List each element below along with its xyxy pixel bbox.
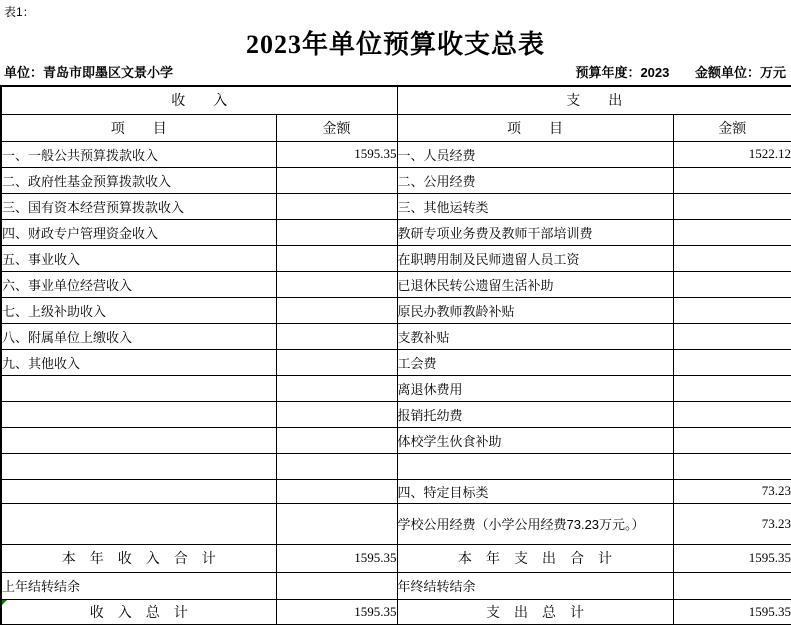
income-item-cell: 七、上级补助收入 <box>1 297 276 323</box>
expense-item-cell <box>397 453 673 479</box>
table-row <box>1 297 791 323</box>
expense-item-cell: 报销托幼费 <box>397 401 673 427</box>
income-item-cell <box>1 503 276 544</box>
prior-year-carryover-label: 上年结转结余 <box>1 572 276 599</box>
income-amount-cell <box>276 271 397 297</box>
table-row <box>1 375 791 401</box>
income-item-cell: 八、附属单位上缴收入 <box>1 323 276 349</box>
income-item-cell: 二、政府性基金预算拨款收入 <box>1 167 276 193</box>
expense-item-cell: 教研专项业务费及教师干部培训费 <box>397 219 673 245</box>
table-row <box>1 193 791 219</box>
income-amount-cell <box>276 297 397 323</box>
income-amount-cell <box>276 375 397 401</box>
income-amount-cell <box>276 427 397 453</box>
annual-total-row <box>1 544 791 572</box>
income-amount-cell <box>276 453 397 479</box>
income-amount-cell <box>276 349 397 375</box>
table-row <box>1 479 791 503</box>
amount-unit: 金额单位：万元 <box>694 65 786 80</box>
expense-item-cell: 二、公用经费 <box>397 167 673 193</box>
carryover-row <box>1 572 791 599</box>
expense-item-header: 项 目 <box>397 114 673 141</box>
expense-amount-header: 金额 <box>673 114 791 141</box>
income-item-cell: 一、一般公共预算拨款收入 <box>1 141 276 167</box>
income-item-cell: 三、国有资本经营预算拨款收入 <box>1 193 276 219</box>
expense-item-cell: 支教补贴 <box>397 323 673 349</box>
expense-amount-cell: 1522.12 <box>673 141 791 167</box>
expense-grand-total-amount: 1595.35 <box>673 599 791 625</box>
column-header-row <box>1 114 791 141</box>
income-annual-total-amount: 1595.35 <box>276 544 397 572</box>
expense-amount-cell <box>673 349 791 375</box>
income-item-cell: 四、财政专户管理资金收入 <box>1 219 276 245</box>
expense-amount-cell <box>673 453 791 479</box>
expense-amount-cell: 73.23 <box>673 503 791 544</box>
info-right <box>575 62 786 81</box>
income-item-cell <box>1 427 276 453</box>
expense-amount-cell <box>673 219 791 245</box>
expense-item-cell: 学校公用经费（小学公用经费73.23万元。） <box>397 503 673 544</box>
table-row <box>1 271 791 297</box>
expense-amount-cell: 73.23 <box>673 479 791 503</box>
income-item-cell: 五、事业收入 <box>1 245 276 271</box>
income-item-cell <box>1 453 276 479</box>
table-row <box>1 427 791 453</box>
expense-item-cell: 已退休民转公遗留生活补助 <box>397 271 673 297</box>
income-amount-cell <box>276 193 397 219</box>
income-grand-total-text: 收 入 总 计 <box>89 603 188 620</box>
unit-name: 单位：青岛市即墨区文景小学 <box>4 65 174 80</box>
table-row <box>1 453 791 479</box>
info-row <box>0 62 791 81</box>
table-row <box>1 401 791 427</box>
sheet-label: 表1： <box>4 5 35 19</box>
income-item-cell <box>1 375 276 401</box>
income-grand-total-label <box>1 599 276 625</box>
income-item-cell <box>1 401 276 427</box>
expense-amount-cell <box>673 297 791 323</box>
income-item-cell <box>1 479 276 503</box>
year-end-carryover-label: 年终结转结余 <box>397 572 673 599</box>
expense-annual-total-label: 本 年 支 出 合 计 <box>397 544 673 572</box>
expense-amount-cell <box>673 245 791 271</box>
expense-grand-total-label: 支 出 总 计 <box>397 599 673 625</box>
income-item-cell: 六、事业单位经营收入 <box>1 271 276 297</box>
table-row <box>1 219 791 245</box>
expense-annual-total-amount: 1595.35 <box>673 544 791 572</box>
expense-item-cell: 离退休费用 <box>397 375 673 401</box>
expense-item-cell: 三、其他运转类 <box>397 193 673 219</box>
table-row <box>1 503 791 544</box>
table-row <box>1 349 791 375</box>
income-amount-header: 金额 <box>276 114 397 141</box>
section-header-row <box>1 86 791 114</box>
expense-section-header: 支 出 <box>397 86 791 114</box>
income-amount-cell <box>276 245 397 271</box>
green-triangle-icon <box>2 600 7 605</box>
table-row <box>1 245 791 271</box>
table-row <box>1 167 791 193</box>
income-amount-cell <box>276 323 397 349</box>
grand-total-row <box>1 599 791 625</box>
expense-amount-cell <box>673 193 791 219</box>
expense-amount-cell <box>673 271 791 297</box>
expense-amount-cell <box>673 375 791 401</box>
expense-item-cell: 体校学生伙食补助 <box>397 427 673 453</box>
income-item-cell: 九、其他收入 <box>1 349 276 375</box>
expense-item-cell: 在职聘用制及民师遗留人员工资 <box>397 245 673 271</box>
table-row <box>1 323 791 349</box>
table-row <box>1 141 791 167</box>
income-item-header: 项 目 <box>1 114 276 141</box>
budget-year: 预算年度：2023 <box>575 65 670 80</box>
income-amount-cell <box>276 219 397 245</box>
income-section-header: 收 入 <box>1 86 397 114</box>
expense-amount-cell <box>673 167 791 193</box>
expense-item-cell: 一、人员经费 <box>397 141 673 167</box>
income-amount-cell <box>276 401 397 427</box>
expense-item-cell: 四、特定目标类 <box>397 479 673 503</box>
income-annual-total-label: 本 年 收 入 合 计 <box>1 544 276 572</box>
budget-table <box>0 85 791 625</box>
income-grand-total-amount: 1595.35 <box>276 599 397 625</box>
expense-item-cell: 工会费 <box>397 349 673 375</box>
income-amount-cell: 1595.35 <box>276 141 397 167</box>
income-amount-cell <box>276 167 397 193</box>
income-amount-cell <box>276 479 397 503</box>
prior-year-carryover-amount <box>276 572 397 599</box>
income-amount-cell <box>276 503 397 544</box>
expense-amount-cell <box>673 401 791 427</box>
year-end-carryover-amount <box>673 572 791 599</box>
expense-item-cell: 原民办教师教龄补贴 <box>397 297 673 323</box>
page-title: 2023年单位预算收支总表 <box>245 30 545 59</box>
expense-amount-cell <box>673 427 791 453</box>
expense-amount-cell <box>673 323 791 349</box>
